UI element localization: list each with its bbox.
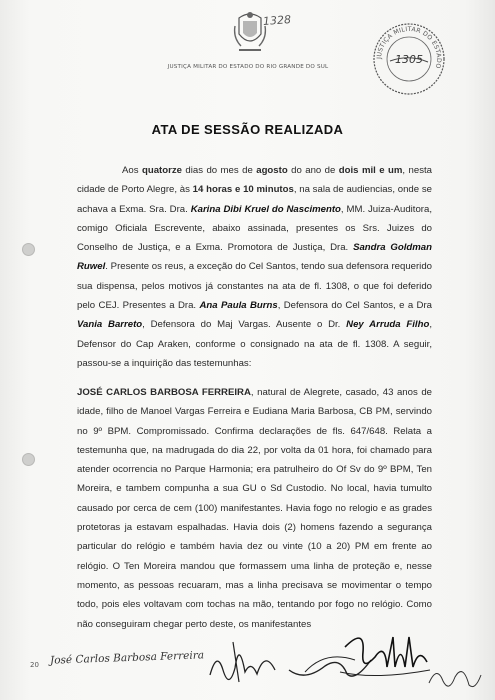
text-run: dias do mes de (181, 165, 257, 176)
testimony-paragraph (77, 383, 432, 634)
text-run: Aos (122, 165, 142, 176)
stamp-number: 1305 (395, 53, 423, 66)
emphasized-text: 14 horas e 10 minutos (192, 184, 294, 196)
emphasized-text: Karina Dibi Kruel do Nascimento (190, 203, 341, 215)
emphasized-text: JOSÉ CARLOS BARBOSA FERREIRA (77, 387, 251, 398)
emphasized-text: Sandra Goldman Ruwel (77, 242, 432, 273)
footer-mark: 20 (30, 661, 39, 669)
emphasized-text: Ana Paula Burns (199, 300, 278, 312)
emphasized-text: Ney Arruda Filho (346, 319, 430, 331)
emphasized-text: quatorze (141, 165, 182, 176)
punch-hole-bottom (22, 453, 35, 466)
signature-scribble-4 (425, 655, 485, 695)
text-run: , Defensora do Maj Vargas. Ausente o Dr. (142, 319, 347, 331)
official-stamp (372, 22, 446, 96)
text-run: do ano de (287, 165, 339, 176)
emphasized-text: Vania Barreto (77, 319, 143, 331)
text-run: . Presente os reus, a exceção do Cel Santos, tendo sua defensora requerido sua dispensa, pelos motivos já constantes na ata de fl. 1308, o que foi deferido pelo CEJ. Presentes a Dra. (77, 261, 432, 312)
opening-paragraph (77, 161, 432, 373)
signature-scribble-1 (205, 630, 285, 685)
institution-header: JUSTIÇA MILITAR DO ESTADO DO RIO GRANDE DO SUL (167, 64, 329, 70)
signature-name: José Carlos Barbosa Ferreira (49, 649, 205, 667)
text-run: , MM. Juiza-Auditora, comigo Oficiala Escrevente, abaixo assinada, presentes os Srs. Juizes do Conselho de Justiça, e a Exma. Promotora de Justiça, Dra. (77, 203, 432, 254)
text-run: , Defensora do Cel Santos, e a Dra (277, 300, 432, 312)
emphasized-text: agosto (256, 165, 288, 176)
punch-hole-top (22, 243, 35, 256)
stamp-ring-text: JUSTIÇA MILITAR DO ESTADO (375, 25, 443, 70)
signature-scribble-3 (335, 622, 435, 682)
text-run: , na sala de audiencias, onde se achava a Exma. Sra. Dra. (77, 184, 432, 215)
handwritten-page-number: 1328 (262, 13, 292, 28)
text-run: , Defensor do Cap Araken, conforme o consignado na ata de fl. 1308. A seguir, passou-se a inquirição das testemunhas: (77, 319, 432, 369)
emphasized-text: dois mil e um (338, 165, 403, 176)
text-run: , natural de Alegrete, casado, 43 anos de idade, filho de Manoel Vargas Ferreira e Eudiana Maria Barbosa, CB PM, servindo no 9º BPM. Compromissado. Confirma declarações de fls. 647/648. Relata a testemunha que, na madrugada do dia 22, por volta da 01 hora, foi chamado para atender ocorrencia no Parque Harmonia; era patrulheiro do Of Sv do 9º BPM, Ten Moreira, e tambem compunha a sua GU o Sd Custodio. No local, havia tumulto causado por cerca de cem (100) manifestantes. Havia fogo no relogio e as grades protetoras ja estavam espalhadas. Havia dois (2) homens fazendo a segurança particular do relógio e também havia dez ou vinte (10 a 20) PM em frente ao relógio. O Ten Moreira mandou que formassem uma linha de proteção e, nesse momento, as pessoas recuaram, mas a linha precisava se movimentar o tempo todo, pois eles voltavam com tochas na mão, tentando por fogo no relógio. Como não conseguiram chegar perto deste, os manifestantes (77, 387, 432, 630)
document-title: ATA DE SESSÃO REALIZADA (151, 122, 344, 137)
text-run: , nesta cidade de Porto Alegre, às (77, 165, 432, 196)
